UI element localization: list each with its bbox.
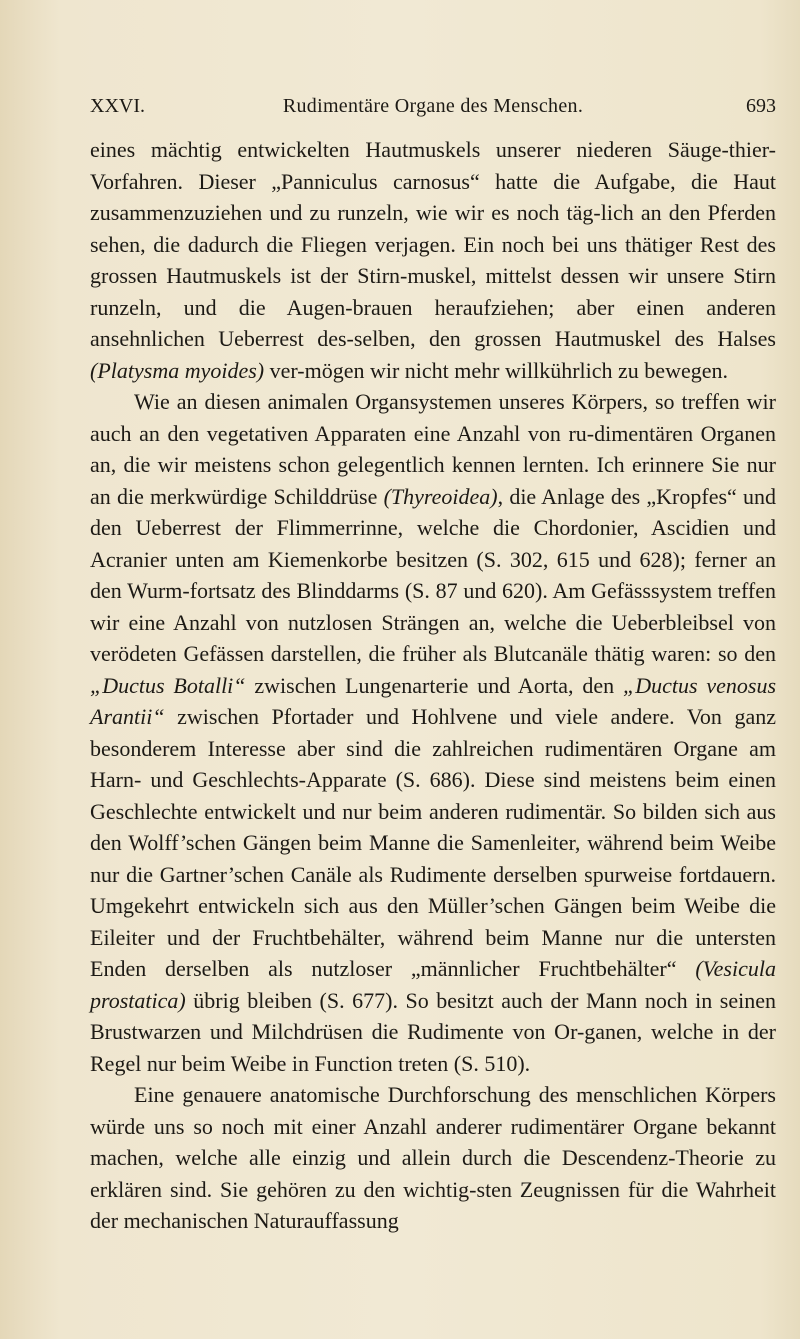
text-run: Eine genauere anatomische Durchforschung des menschlichen Körpers würde uns so noch mit einer Anzahl anderer rudimentärer Organe bekannt machen, welche alle einzig und allein durch die Descendenz-Theorie zu erklären sind. Sie gehören zu den wichtig-sten Zeugnissen für die Wahrheit der mechanischen Naturauffassung bbox=[90, 1082, 776, 1233]
text-run: Wie an diesen animalen Organsystemen unseres Körpers, so treffen wir auch an den vegetativen Apparaten eine Anzahl von ru-dimentären Organen an, die wir meistens schon gelegentlich kennen lernten. Ich erinnere Sie nur an die merkwürdige Schilddrüse bbox=[90, 389, 776, 509]
paragraph bbox=[90, 1079, 776, 1237]
running-title: Rudimentäre Organe des Menschen. bbox=[282, 95, 584, 117]
chapter-number: XXVI. bbox=[90, 95, 145, 117]
running-header bbox=[90, 92, 776, 120]
italic-term: (Thyreoidea) bbox=[383, 483, 498, 509]
italic-term: (Platysma myoides) bbox=[90, 357, 265, 383]
body-text bbox=[90, 134, 776, 1237]
italic-term: „Ductus Botalli“ bbox=[90, 672, 246, 698]
page-number: 693 bbox=[746, 95, 776, 117]
italic-term: (Vesicula prostatica) bbox=[90, 956, 776, 1013]
text-run: ver-mögen wir nicht mehr willkührlich zu bewegen. bbox=[264, 357, 728, 383]
text-run: zwischen Pfortader und Hohlvene und viele andere. Von ganz besonderem Interesse aber sind die zahlreichen rudimentären Organe am Harn- und Geschlechts-Apparate (S. 686). Diese sind meistens beim einen Geschlechte entwickelt und nur beim anderen rudimentär. So bilden sich aus den Wolff’schen Gängen beim Manne die Samenleiter, während beim Weibe nur die Gartner’schen Canäle als Rudimente derselben spurweise fortdauern. Umgekehrt entwickeln sich aus den Müller’schen Gängen beim Weibe die Eileiter und der Fruchtbehälter, während beim Manne nur die untersten Enden derselben als nutzloser „männlicher Fruchtbehälter“ bbox=[90, 704, 776, 981]
paragraph bbox=[90, 134, 776, 386]
text-run: zwischen Lungenarterie und Aorta, den bbox=[245, 672, 623, 698]
text-run: , die Anlage des „Kropfes“ und den Ueberrest der Flimmerrinne, welche die Chordonier, Ascidien und Acranier unten am Kiemenkorbe besitzen (S. 302, 615 und 628); ferner an den Wurm-fortsatz des Blinddarms (S. 87 und 620). Am Gefässsystem treffen wir eine Anzahl von nutzlosen Strängen an, welche die Ueberbleibsel von verödeten Gefässen darstellen, die früher als Blutcanäle thätig waren: so den bbox=[90, 483, 776, 666]
italic-term: „Ductus venosus Arantii“ bbox=[90, 672, 777, 729]
paragraph bbox=[90, 386, 776, 1079]
text-run: übrig bleiben (S. 677). So besitzt auch der Mann noch in seinen Brustwarzen und Milchdrüsen die Rudimente von Or-ganen, welche in der Regel nur beim Weibe in Function treten (S. 510). bbox=[90, 987, 776, 1076]
text-run: eines mächtig entwickelten Hautmuskels unserer niederen Säuge-thier-Vorfahren. Dieser „Panniculus carnosus“ hatte die Aufgabe, die Haut zusammenzuziehen und zu runzeln, wie wir es noch täg-lich an den Pferden sehen, die dadurch die Fliegen verjagen. Ein noch bei uns thätiger Rest des grossen Hautmuskels ist der Stirn-muskel, mittelst dessen wir unsere Stirn runzeln, und die Augen-brauen heraufziehen; aber einen anderen ansehnlichen Ueberrest des-selben, den grossen Hautmuskel des Halses bbox=[90, 137, 776, 351]
